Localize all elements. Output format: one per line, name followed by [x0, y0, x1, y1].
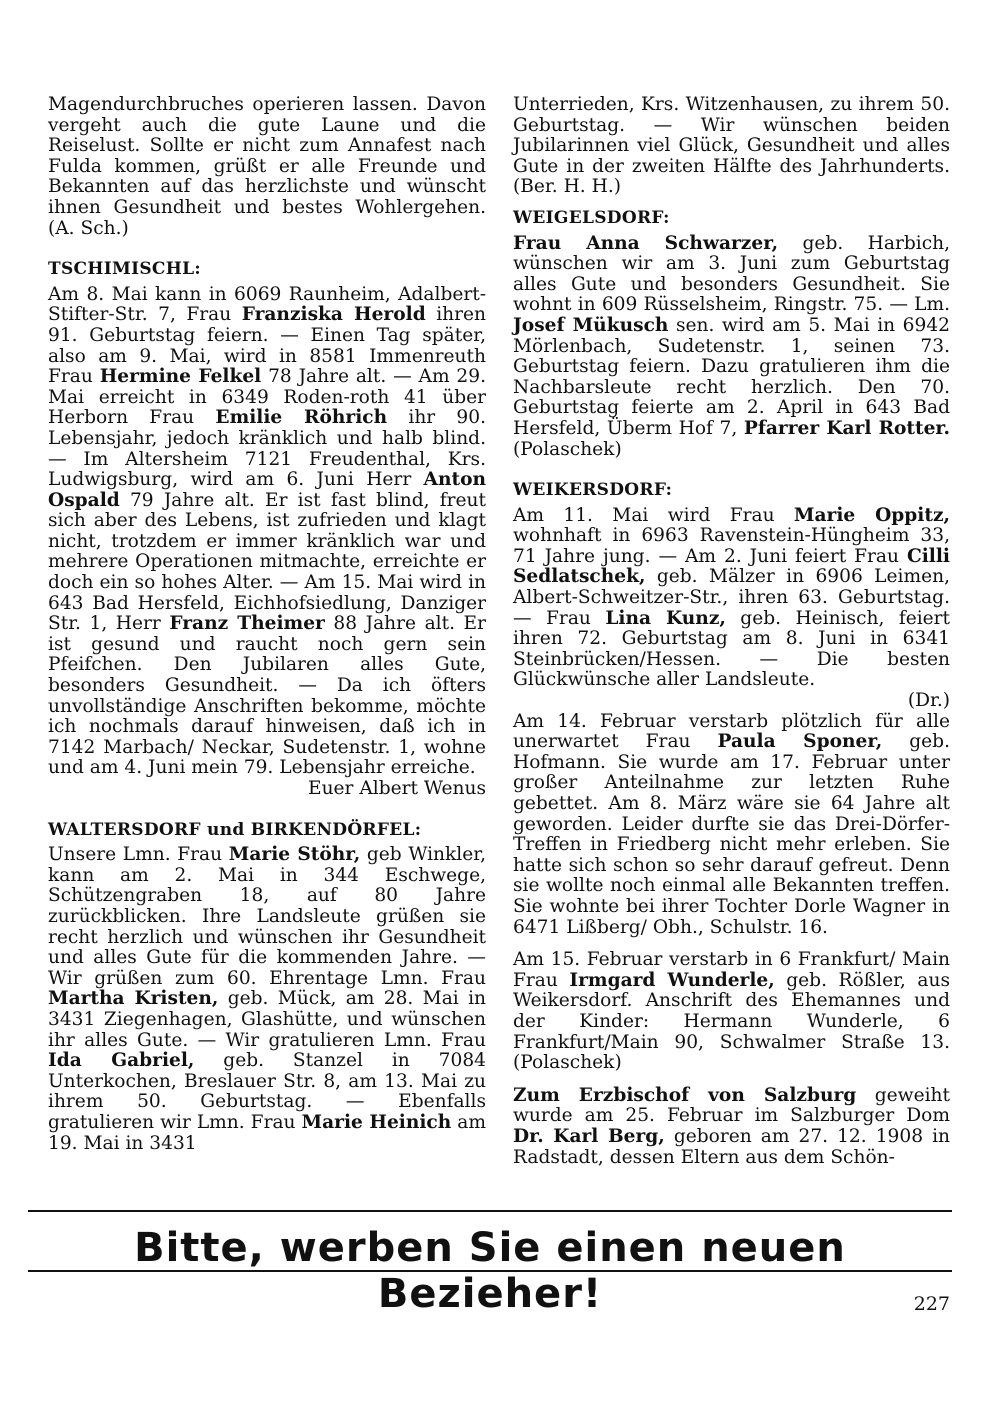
section-heading-waltersdorf: WALTERSDORF und BIRKENDÖRFEL:: [48, 819, 422, 840]
section-heading-weikersdorf: WEIKERSDORF:: [513, 480, 673, 501]
weigelsdorf-paragraph: Frau Anna Schwarzer, geb. Harbich, wünschen wir am 3. Juni zum Geburtstag alles Gute und besonders Gesundheit. Sie wohnt in 609 Rüsselsheim, Ringstr. 75. — Lm. Josef Mükusch sen. wird am 5. Mai in 6942 Mörlenbach, Sudetenstr. 1, seinen 73. Geburtstag feiern. Dazu gratulieren ihm die Nachbarsleute recht herzlich. Den 70. Geburtstag feierte am 2. April in 643 Bad Hersfeld, Überm Hof 7, Pfarrer Karl Rotter. (Polaschek): [513, 232, 950, 460]
obituary-wunderle-paragraph: Am 15. Februar verstarb in 6 Frankfurt/ Main Frau Irmgard Wunderle, geb. Rößler, aus Weikersdorf. Anschrift des Ehemannes und der Kinder: Hermann Wunderle, 6 Frankfurt/Main 90, Schwalmer Straße 13. (Polaschek): [513, 949, 950, 1074]
section-heading-tschimischl: TSCHIMISCHL:: [48, 259, 201, 280]
section-heading-weigelsdorf: WEIGELSDORF:: [513, 207, 670, 228]
archbishop-paragraph: Zum Erzbischof von Salzburg geweiht wurde am 25. Februar im Salzburger Dom Dr. Karl Berg, geboren am 27. 12. 1908 in Radstadt, dessen Eltern aus dem Schön-: [513, 1084, 950, 1168]
slogan-top-rule: [28, 1210, 952, 1212]
waltersdorf-paragraph: Unsere Lmn. Frau Marie Stöhr, geb Winkler, kann am 2. Mai in 344 Eschwege, Schützengraben 18, auf 80 Jahre zurückblicken. Ihre Landsleute grüßen sie recht herzlich und wünschen ihr Gesundheit und alles Gute für die kommenden Jahre. — Wir grüßen zum 60. Ehrentage Lmn. Frau Martha Kristen, geb. Mück, am 28. Mai in 3431 Ziegenhagen, Glashütte, und wünschen ihr alles Gute. — Wir gratulieren Lmn. Frau Ida Gabriel, geb. Stanzel in 7084 Unterkochen, Breslauer Str. 8, am 13. Mai zu ihrem 50. Geburtstag. — Ebenfalls gratulieren wir Lmn. Frau Marie Heinich am 19. Mai in 3431: [48, 844, 486, 1154]
weikersdorf-paragraph: Am 11. Mai wird Frau Marie Oppitz, wohnhaft in 6963 Ravenstein-Hüngheim 33, 71 Jahre jung. — Am 2. Juni feiert Frau Cilli Sedlatschek, geb. Mälzer in 6906 Leimen, Albert-Schweitzer-Str., ihren 63. Geburtstag. — Frau Lina Kunz, geb. Heinisch, feiert ihren 72. Geburtstag am 8. Juni in 6341 Steinbrücken/Hessen. — Die besten Glückwünsche aller Landsleute.: [513, 504, 951, 691]
tschimischl-paragraph: Am 8. Mai kann in 6069 Raunheim, Adalbert-Stifter-Str. 7, Frau Franziska Herold ihren 91. Geburtstag feiern. — Einen Tag später, also am 9. Mai, wird in 8581 Immenreuth Frau Hermine Felkel 78 Jahre alt. — Am 29. Mai erreicht in 6349 Roden-roth 41 über Herborn Frau Emilie Röhrich ihr 90. Lebensjahr, jedoch kränklich und halb blind. — Im Altersheim 7121 Freudenthal, Krs. Ludwigsburg, wird am 6. Juni Herr Anton Ospald 79 Jahre alt. Er ist fast blind, freut sich aber des Lebens, ist zufrieden und klagt nicht, trotzdem er immer kränklich war und mehrere Operationen mitmachte, erreichte er doch ein so hohes Alter. — Am 15. Mai wird in 643 Bad Hersfeld, Eichhofsiedlung, Danziger Str. 1, Herr Franz Theimer 88 Jahre alt. Er ist gesund und raucht noch gern sein Pfeifchen. Den Jubilaren alles Gute, besonders Gesundheit. — Da ich öfters unvollständige Anschriften bekomme, möchte ich nochmals darauf hinweisen, daß ich in 7142 Marbach/ Neckar, Sudetenstr. 1, wohne und am 4. Juni mein 79. Lebensjahr erreiche.: [48, 283, 487, 779]
left-intro-paragraph: Magendurchbruches operieren lassen. Davon vergeht auch die gute Laune und die Reiselust. Sollte er nicht zum Annafest nach Fulda kommen, grüßt er alle Freunde und Bekannten auf das herzlichste und wünscht ihnen Gesundheit und bestes Wohlergehen. (A. Sch.): [48, 94, 486, 239]
slogan-banner: Bitte, werben Sie einen neuen Bezieher!: [134, 1225, 846, 1317]
left-column: [48, 95, 486, 1154]
right-column: [513, 95, 950, 1168]
obituary-sponer-paragraph: Am 14. Februar verstarb plötzlich für alle unerwartet Frau Paula Sponer, geb. Hofmann. Sie wurde am 17. Februar unter großer Anteilnahme zur letzten Ruhe gebettet. Am 8. März wäre sie 64 Jahre alt geworden. Leider durfte sie das Drei-Dörfer-Treffen in Friedberg nicht mehr erleben. Sie hatte sich schon so sehr darauf gefreut. Denn sie wollte noch einmal alle Bekannten treffen. Sie wohnte bei ihrer Tochter Dorle Wagner in 6471 Lißberg/ Obh., Schulstr. 16.: [513, 710, 950, 938]
weikersdorf-author: (Dr.): [907, 690, 950, 712]
page-number: 227: [913, 1293, 950, 1315]
right-intro-paragraph: Unterrieden, Krs. Witzenhausen, zu ihrem 50. Geburtstag. — Wir wünschen beiden Jubilarinnen viel Glück, Gesundheit und alles Gute in der zweiten Hälfte des Jahrhunderts. (Ber. H. H.): [513, 94, 950, 198]
signature: Euer Albert Wenus: [308, 778, 486, 799]
slogan-bottom-rule: [28, 1270, 952, 1272]
